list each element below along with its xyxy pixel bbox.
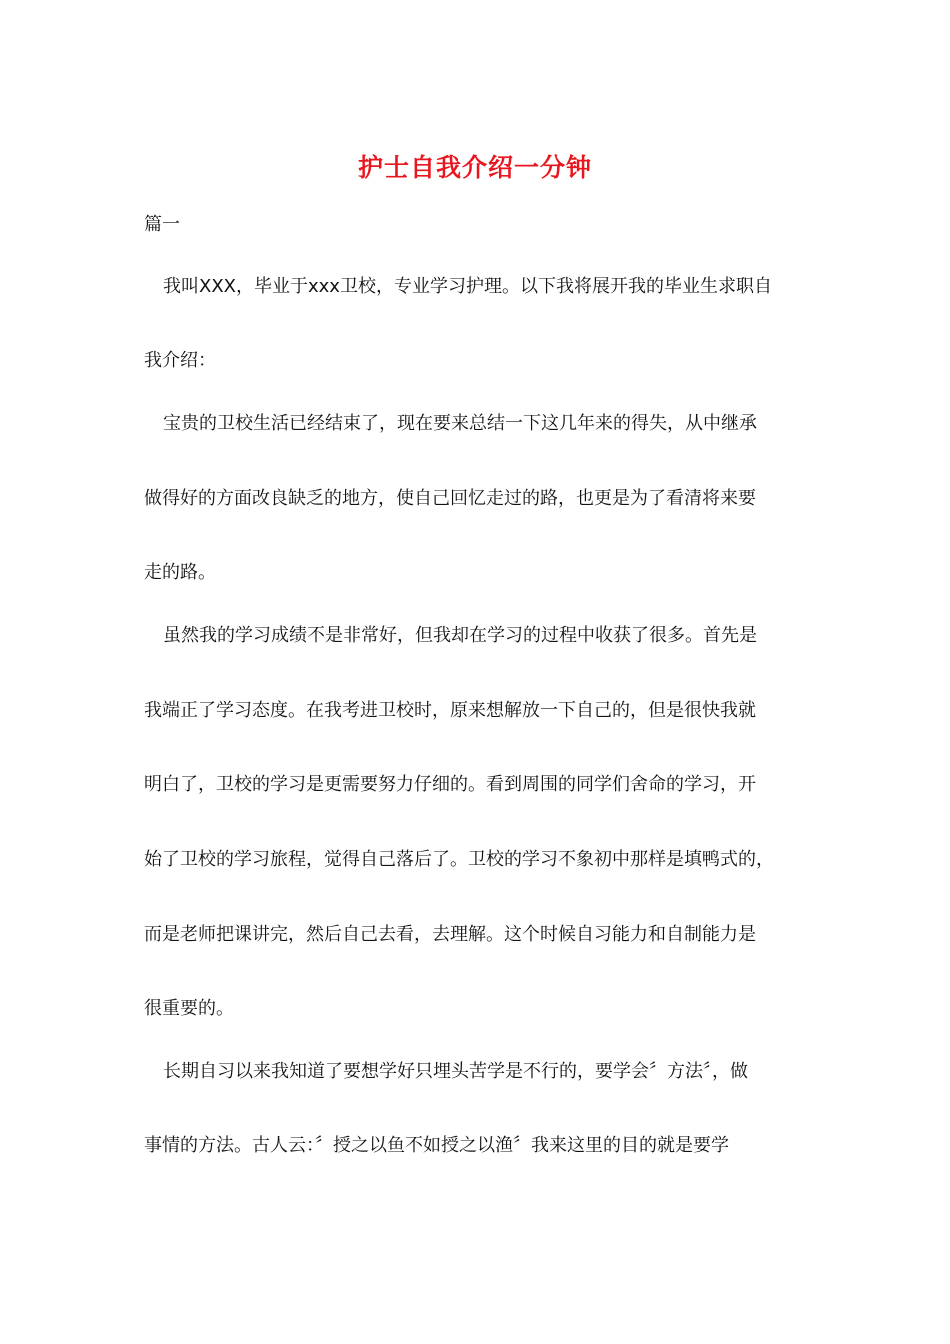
paragraph-line: 宝贵的卫校生活已经结束了，现在要来总结一下这几年来的得失，从中继承 [163,413,757,434]
paragraph-line: 而是老师把课讲完，然后自己去看，去理解。这个时候自习能力和自制能力是 [144,924,756,945]
paragraph-line: 事情的方法。古人云：〞授之以鱼不如授之以渔〞我来这里的目的就是要学 [144,1135,729,1156]
paragraph-line: 虽然我的学习成绩不是非常好，但我却在学习的过程中收获了很多。首先是 [163,625,757,646]
paragraph-line: 我叫XXX，毕业于xxx卫校，专业学习护理。以下我将展开我的毕业生求职自 [163,276,772,297]
paragraph-line: 做得好的方面改良缺乏的地方，使自己回忆走过的路，也更是为了看清将来要 [144,488,756,509]
paragraph-line: 我端正了学习态度。在我考进卫校时，原来想解放一下自己的，但是很快我就 [144,700,756,721]
paragraph-line: 始了卫校的学习旅程，觉得自己落后了。卫校的学习不象初中那样是填鸭式的， [144,849,774,870]
document-title: 护士自我介绍一分钟 [357,153,592,182]
paragraph-line: 走的路。 [144,562,216,583]
paragraph-line: 明白了，卫校的学习是更需要努力仔细的。看到周围的同学们舍命的学习，开 [144,774,756,795]
paragraph-line: 很重要的。 [144,998,234,1019]
section-heading: 篇一 [144,214,180,235]
paragraph-line: 我介绍： [144,350,216,371]
paragraph-line: 长期自习以来我知道了要想学好只埋头苦学是不行的，要学会〞方法〞，做 [163,1061,748,1082]
